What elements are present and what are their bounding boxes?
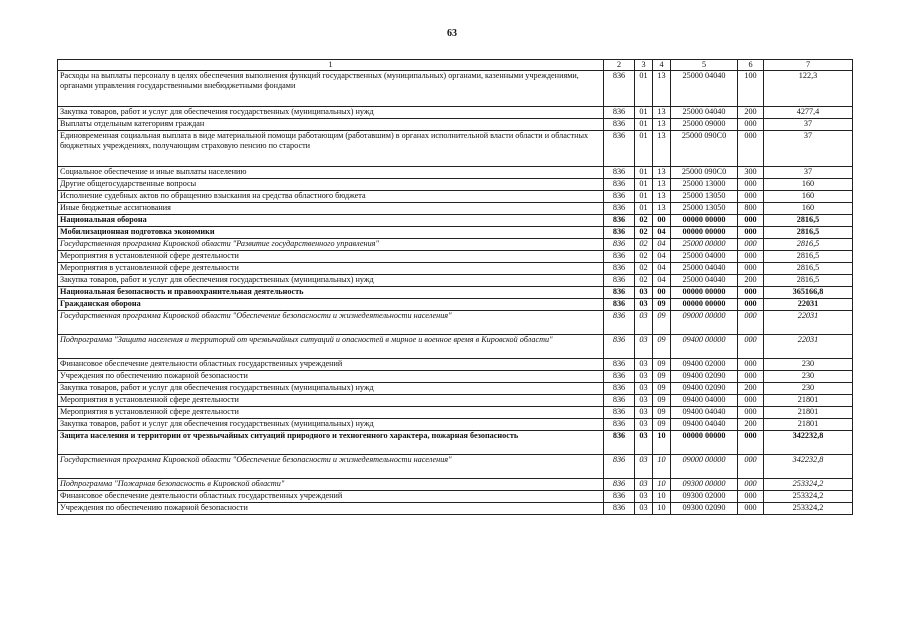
ministry-code: 836 — [604, 287, 635, 299]
row-description: Закупка товаров, работ и услуг для обеспечения государственных (муниципальных) нужд — [58, 383, 604, 395]
row-description: Расходы на выплаты персоналу в целях обеспечения выполнения функций государственных (муниципальных) органами, казенными учреждениями, органами управления государственными внебюджетными фондами — [58, 71, 604, 107]
row-description: Государственная программа Кировской области "Обеспечение безопасности и жизнедеятельности населения" — [58, 455, 604, 479]
table-row — [58, 491, 853, 503]
table-row — [58, 107, 853, 119]
subsection-code: 13 — [653, 71, 671, 107]
table-row — [58, 431, 853, 455]
expense-type: 000 — [738, 179, 764, 191]
section-code: 03 — [635, 359, 653, 371]
amount: 22031 — [764, 335, 853, 359]
target-article: 25000 13050 — [671, 203, 738, 215]
subsection-code: 09 — [653, 419, 671, 431]
section-code: 03 — [635, 311, 653, 335]
section-code: 03 — [635, 383, 653, 395]
row-description: Закупка товаров, работ и услуг для обеспечения государственных (муниципальных) нужд — [58, 275, 604, 287]
target-article: 25000 090С0 — [671, 131, 738, 167]
target-article: 09400 02090 — [671, 383, 738, 395]
table-row — [58, 479, 853, 491]
subsection-code: 04 — [653, 275, 671, 287]
row-description: Финансовое обеспечение деятельности областных государственных учреждений — [58, 359, 604, 371]
ministry-code: 836 — [604, 167, 635, 179]
subsection-code: 04 — [653, 227, 671, 239]
row-description: Учреждения по обеспечению пожарной безопасности — [58, 503, 604, 515]
section-code: 03 — [635, 419, 653, 431]
table-row — [58, 203, 853, 215]
amount: 160 — [764, 191, 853, 203]
row-description: Исполнение судебных актов по обращению взыскания на средства областного бюджета — [58, 191, 604, 203]
section-code: 02 — [635, 239, 653, 251]
target-article: 09300 00000 — [671, 479, 738, 491]
ministry-code: 836 — [604, 359, 635, 371]
target-article: 25000 13050 — [671, 191, 738, 203]
row-description: Закупка товаров, работ и услуг для обеспечения государственных (муниципальных) нужд — [58, 107, 604, 119]
expense-type: 200 — [738, 419, 764, 431]
ministry-code: 836 — [604, 179, 635, 191]
section-code: 03 — [635, 299, 653, 311]
target-article: 25000 04040 — [671, 263, 738, 275]
target-article: 09000 00000 — [671, 455, 738, 479]
ministry-code: 836 — [604, 215, 635, 227]
amount: 2816,5 — [764, 263, 853, 275]
expense-type: 000 — [738, 239, 764, 251]
table-row — [58, 419, 853, 431]
table-row — [58, 239, 853, 251]
subsection-code: 09 — [653, 299, 671, 311]
ministry-code: 836 — [604, 251, 635, 263]
row-description: Другие общегосударственные вопросы — [58, 179, 604, 191]
column-header: 6 — [738, 60, 764, 71]
amount: 122,3 — [764, 71, 853, 107]
expense-type: 000 — [738, 491, 764, 503]
ministry-code: 836 — [604, 383, 635, 395]
subsection-code: 10 — [653, 491, 671, 503]
subsection-code: 09 — [653, 335, 671, 359]
section-code: 02 — [635, 263, 653, 275]
subsection-code: 09 — [653, 395, 671, 407]
table-row — [58, 71, 853, 107]
amount: 365166,8 — [764, 287, 853, 299]
ministry-code: 836 — [604, 263, 635, 275]
subsection-code: 13 — [653, 203, 671, 215]
table-row — [58, 455, 853, 479]
expense-type: 200 — [738, 107, 764, 119]
section-code: 01 — [635, 71, 653, 107]
target-article: 09400 00000 — [671, 335, 738, 359]
section-code: 02 — [635, 251, 653, 263]
section-code: 02 — [635, 275, 653, 287]
expense-type: 000 — [738, 191, 764, 203]
amount: 22031 — [764, 299, 853, 311]
expense-type: 000 — [738, 119, 764, 131]
column-header: 7 — [764, 60, 853, 71]
header-row — [58, 60, 853, 71]
subsection-code: 09 — [653, 359, 671, 371]
row-description: Национальная безопасность и правоохранительная деятельность — [58, 287, 604, 299]
amount: 2816,5 — [764, 239, 853, 251]
section-code: 01 — [635, 179, 653, 191]
expense-type: 000 — [738, 251, 764, 263]
subsection-code: 13 — [653, 131, 671, 167]
section-code: 03 — [635, 371, 653, 383]
table-row — [58, 167, 853, 179]
section-code: 03 — [635, 479, 653, 491]
row-description: Единовременная социальная выплата в виде материальной помощи работающим (работавшим) в органах исполнительной власти области и областных бюджетных учреждениях, получающим страховую пенсию по старости — [58, 131, 604, 167]
ministry-code: 836 — [604, 107, 635, 119]
row-description: Закупка товаров, работ и услуг для обеспечения государственных (муниципальных) нужд — [58, 419, 604, 431]
row-description: Мобилизационная подготовка экономики — [58, 227, 604, 239]
expense-type: 000 — [738, 371, 764, 383]
target-article: 09400 04000 — [671, 395, 738, 407]
subsection-code: 13 — [653, 167, 671, 179]
row-description: Мероприятия в установленной сфере деятельности — [58, 407, 604, 419]
amount: 253324,2 — [764, 503, 853, 515]
ministry-code: 836 — [604, 503, 635, 515]
column-header: 3 — [635, 60, 653, 71]
expense-type: 200 — [738, 275, 764, 287]
row-description: Защита населения и территории от чрезвычайных ситуаций природного и техногенного характера, пожарная безопасность — [58, 431, 604, 455]
section-code: 01 — [635, 107, 653, 119]
table-row — [58, 119, 853, 131]
ministry-code: 836 — [604, 299, 635, 311]
subsection-code: 09 — [653, 371, 671, 383]
amount: 2816,5 — [764, 215, 853, 227]
target-article: 25000 13000 — [671, 179, 738, 191]
table-row — [58, 263, 853, 275]
table-row — [58, 371, 853, 383]
section-code: 02 — [635, 215, 653, 227]
amount: 37 — [764, 131, 853, 167]
table-row — [58, 299, 853, 311]
expense-type: 000 — [738, 479, 764, 491]
target-article: 00000 00000 — [671, 299, 738, 311]
amount: 230 — [764, 371, 853, 383]
section-code: 03 — [635, 395, 653, 407]
section-code: 01 — [635, 131, 653, 167]
ministry-code: 836 — [604, 455, 635, 479]
target-article: 25000 00000 — [671, 239, 738, 251]
subsection-code: 13 — [653, 179, 671, 191]
expense-type: 200 — [738, 383, 764, 395]
ministry-code: 836 — [604, 191, 635, 203]
row-description: Выплаты отдельным категориям граждан — [58, 119, 604, 131]
subsection-code: 04 — [653, 251, 671, 263]
expense-type: 300 — [738, 167, 764, 179]
amount: 2816,5 — [764, 227, 853, 239]
ministry-code: 836 — [604, 119, 635, 131]
column-header: 5 — [671, 60, 738, 71]
target-article: 25000 09000 — [671, 119, 738, 131]
amount: 37 — [764, 119, 853, 131]
subsection-code: 10 — [653, 479, 671, 491]
subsection-code: 09 — [653, 383, 671, 395]
section-code: 03 — [635, 335, 653, 359]
ministry-code: 836 — [604, 71, 635, 107]
table-row — [58, 407, 853, 419]
ministry-code: 836 — [604, 275, 635, 287]
target-article: 00000 00000 — [671, 431, 738, 455]
target-article: 25000 04040 — [671, 71, 738, 107]
table-row — [58, 191, 853, 203]
subsection-code: 09 — [653, 311, 671, 335]
target-article: 00000 00000 — [671, 215, 738, 227]
row-description: Мероприятия в установленной сфере деятельности — [58, 263, 604, 275]
expense-type: 000 — [738, 407, 764, 419]
section-code: 02 — [635, 227, 653, 239]
ministry-code: 836 — [604, 395, 635, 407]
expense-type: 800 — [738, 203, 764, 215]
amount: 21801 — [764, 419, 853, 431]
section-code: 03 — [635, 407, 653, 419]
table-row — [58, 503, 853, 515]
ministry-code: 836 — [604, 431, 635, 455]
section-code: 03 — [635, 491, 653, 503]
table-row — [58, 179, 853, 191]
row-description: Подпрограмма "Защита населения и территорий от чрезвычайных ситуаций и опасностей в мирное и военное время в Кировской области" — [58, 335, 604, 359]
table-body — [58, 71, 853, 515]
expense-type: 000 — [738, 455, 764, 479]
section-code: 01 — [635, 191, 653, 203]
amount: 342232,8 — [764, 455, 853, 479]
row-description: Учреждения по обеспечению пожарной безопасности — [58, 371, 604, 383]
target-article: 09300 02090 — [671, 503, 738, 515]
ministry-code: 836 — [604, 335, 635, 359]
target-article: 25000 04000 — [671, 251, 738, 263]
amount: 230 — [764, 383, 853, 395]
table-row — [58, 215, 853, 227]
subsection-code: 13 — [653, 107, 671, 119]
row-description: Финансовое обеспечение деятельности областных государственных учреждений — [58, 491, 604, 503]
ministry-code: 836 — [604, 239, 635, 251]
expense-type: 000 — [738, 287, 764, 299]
target-article: 00000 00000 — [671, 287, 738, 299]
amount: 21801 — [764, 407, 853, 419]
target-article: 09400 04040 — [671, 407, 738, 419]
ministry-code: 836 — [604, 419, 635, 431]
subsection-code: 04 — [653, 263, 671, 275]
expense-type: 000 — [738, 227, 764, 239]
row-description: Мероприятия в установленной сфере деятельности — [58, 395, 604, 407]
amount: 37 — [764, 167, 853, 179]
subsection-code: 10 — [653, 503, 671, 515]
column-header: 1 — [58, 60, 604, 71]
expense-type: 000 — [738, 395, 764, 407]
ministry-code: 836 — [604, 203, 635, 215]
amount: 342232,8 — [764, 431, 853, 455]
ministry-code: 836 — [604, 479, 635, 491]
amount: 4277,4 — [764, 107, 853, 119]
table-row — [58, 275, 853, 287]
expense-type: 000 — [738, 311, 764, 335]
target-article: 25000 090С0 — [671, 167, 738, 179]
ministry-code: 836 — [604, 227, 635, 239]
amount: 21801 — [764, 395, 853, 407]
expense-type: 000 — [738, 263, 764, 275]
expense-type: 000 — [738, 503, 764, 515]
table-row — [58, 287, 853, 299]
page-number: 63 — [447, 28, 457, 39]
target-article: 25000 04040 — [671, 275, 738, 287]
row-description: Гражданская оборона — [58, 299, 604, 311]
ministry-code: 836 — [604, 311, 635, 335]
subsection-code: 10 — [653, 455, 671, 479]
table-row — [58, 395, 853, 407]
expense-type: 000 — [738, 335, 764, 359]
section-code: 03 — [635, 503, 653, 515]
row-description: Мероприятия в установленной сфере деятельности — [58, 251, 604, 263]
ministry-code: 836 — [604, 371, 635, 383]
table-row — [58, 227, 853, 239]
subsection-code: 13 — [653, 119, 671, 131]
ministry-code: 836 — [604, 407, 635, 419]
target-article: 09400 02090 — [671, 371, 738, 383]
row-description: Подпрограмма "Пожарная безопасность в Кировской области" — [58, 479, 604, 491]
amount: 160 — [764, 179, 853, 191]
row-description: Государственная программа Кировской области "Обеспечение безопасности и жизнедеятельности населения" — [58, 311, 604, 335]
amount: 2816,5 — [764, 275, 853, 287]
ministry-code: 836 — [604, 131, 635, 167]
table-row — [58, 251, 853, 263]
budget-table — [57, 59, 853, 515]
amount: 253324,2 — [764, 491, 853, 503]
column-header: 2 — [604, 60, 635, 71]
table-row — [58, 383, 853, 395]
target-article: 25000 04040 — [671, 107, 738, 119]
row-description: Государственная программа Кировской области "Развитие государственного управления" — [58, 239, 604, 251]
subsection-code: 04 — [653, 239, 671, 251]
section-code: 01 — [635, 119, 653, 131]
row-description: Иные бюджетные ассигнования — [58, 203, 604, 215]
section-code: 03 — [635, 287, 653, 299]
expense-type: 000 — [738, 131, 764, 167]
amount: 230 — [764, 359, 853, 371]
expense-type: 100 — [738, 71, 764, 107]
table-row — [58, 131, 853, 167]
section-code: 03 — [635, 431, 653, 455]
subsection-code: 10 — [653, 431, 671, 455]
column-header: 4 — [653, 60, 671, 71]
target-article: 00000 00000 — [671, 227, 738, 239]
expense-type: 000 — [738, 431, 764, 455]
row-description: Национальная оборона — [58, 215, 604, 227]
target-article: 09400 04040 — [671, 419, 738, 431]
target-article: 09000 00000 — [671, 311, 738, 335]
expense-type: 000 — [738, 299, 764, 311]
row-description: Социальное обеспечение и иные выплаты населению — [58, 167, 604, 179]
amount: 160 — [764, 203, 853, 215]
subsection-code: 09 — [653, 407, 671, 419]
expense-type: 000 — [738, 215, 764, 227]
ministry-code: 836 — [604, 491, 635, 503]
amount: 22031 — [764, 311, 853, 335]
target-article: 09300 02000 — [671, 491, 738, 503]
subsection-code: 00 — [653, 215, 671, 227]
amount: 253324,2 — [764, 479, 853, 491]
subsection-code: 13 — [653, 191, 671, 203]
target-article: 09400 02000 — [671, 359, 738, 371]
amount: 2816,5 — [764, 251, 853, 263]
table-row — [58, 359, 853, 371]
expense-type: 000 — [738, 359, 764, 371]
section-code: 01 — [635, 203, 653, 215]
table-row — [58, 335, 853, 359]
subsection-code: 00 — [653, 287, 671, 299]
section-code: 03 — [635, 455, 653, 479]
table-row — [58, 311, 853, 335]
section-code: 01 — [635, 167, 653, 179]
